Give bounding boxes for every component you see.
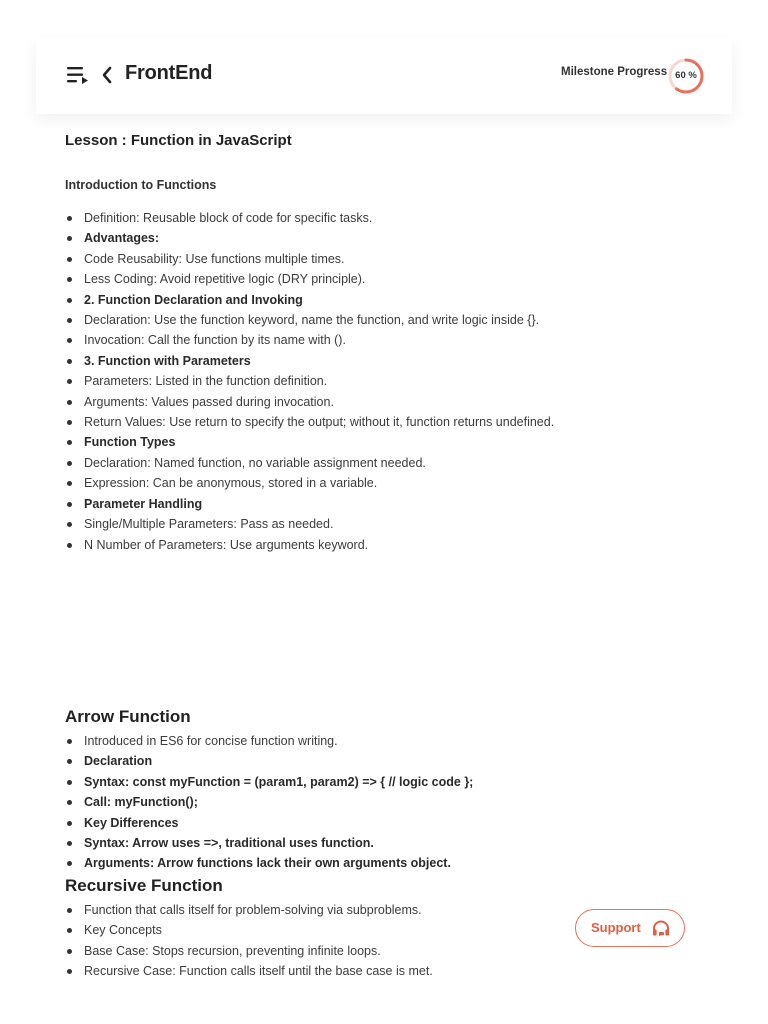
list-item: Declaration xyxy=(65,751,705,771)
headset-icon xyxy=(651,919,671,939)
list-item: Invocation: Call the function by its name with (). xyxy=(65,330,705,350)
support-button[interactable] xyxy=(575,909,685,947)
list-item: Base Case: Stops recursion, preventing infinite loops. xyxy=(65,941,565,961)
menu-icon[interactable] xyxy=(67,66,89,84)
list-item: Syntax: Arrow uses =>, traditional uses function. xyxy=(65,833,705,853)
list-item: Advantages: xyxy=(65,228,705,248)
list-item: Function Types xyxy=(65,432,705,452)
lesson-content xyxy=(65,130,705,555)
list-item: Key Concepts xyxy=(65,920,565,940)
intro-list xyxy=(65,208,705,555)
list-item: 3. Function with Parameters xyxy=(65,351,705,371)
back-chevron-icon[interactable] xyxy=(100,65,114,85)
recursive-function-heading: Recursive Function xyxy=(65,876,223,895)
lesson-title: Lesson : Function in JavaScript xyxy=(65,132,292,149)
top-header xyxy=(36,38,732,114)
list-item: Declaration: Use the function keyword, name the function, and write logic inside {}. xyxy=(65,310,705,330)
list-item: Key Differences xyxy=(65,813,705,833)
list-item: Parameters: Listed in the function definition. xyxy=(65,371,705,391)
list-item: Arguments: Arrow functions lack their own arguments object. xyxy=(65,853,705,873)
list-item: Arguments: Values passed during invocation. xyxy=(65,392,705,412)
list-item: Recursive Case: Function calls itself until the base case is met. xyxy=(65,961,565,981)
list-item: Introduced in ES6 for concise function writing. xyxy=(65,731,705,751)
list-item: 2. Function Declaration and Invoking xyxy=(65,290,705,310)
list-item: Definition: Reusable block of code for specific tasks. xyxy=(65,208,705,228)
milestone-progress-value: 60 % xyxy=(675,70,697,81)
list-item: Code Reusability: Use functions multiple times. xyxy=(65,249,705,269)
list-item: N Number of Parameters: Use arguments keyword. xyxy=(65,535,705,555)
list-item: Parameter Handling xyxy=(65,494,705,514)
list-item: Single/Multiple Parameters: Pass as needed. xyxy=(65,514,705,534)
list-item: Call: myFunction(); xyxy=(65,792,705,812)
list-item: Syntax: const myFunction = (param1, param2) => { // logic code }; xyxy=(65,772,705,792)
list-item: Expression: Can be anonymous, stored in a variable. xyxy=(65,473,705,493)
arrow-function-heading: Arrow Function xyxy=(65,707,191,726)
support-button-label: Support xyxy=(591,920,641,935)
arrow-function-list xyxy=(65,731,705,874)
milestone-progress-label: Milestone Progress xyxy=(561,66,668,78)
list-item: Less Coding: Avoid repetitive logic (DRY principle). xyxy=(65,269,705,289)
list-item: Return Values: Use return to specify the output; without it, function returns undefined. xyxy=(65,412,705,432)
list-item: Function that calls itself for problem-solving via subproblems. xyxy=(65,900,565,920)
intro-heading: Introduction to Functions xyxy=(65,178,217,192)
list-item: Declaration: Named function, no variable assignment needed. xyxy=(65,453,705,473)
recursive-function-list xyxy=(65,900,565,982)
app-title: FrontEnd xyxy=(125,62,213,84)
